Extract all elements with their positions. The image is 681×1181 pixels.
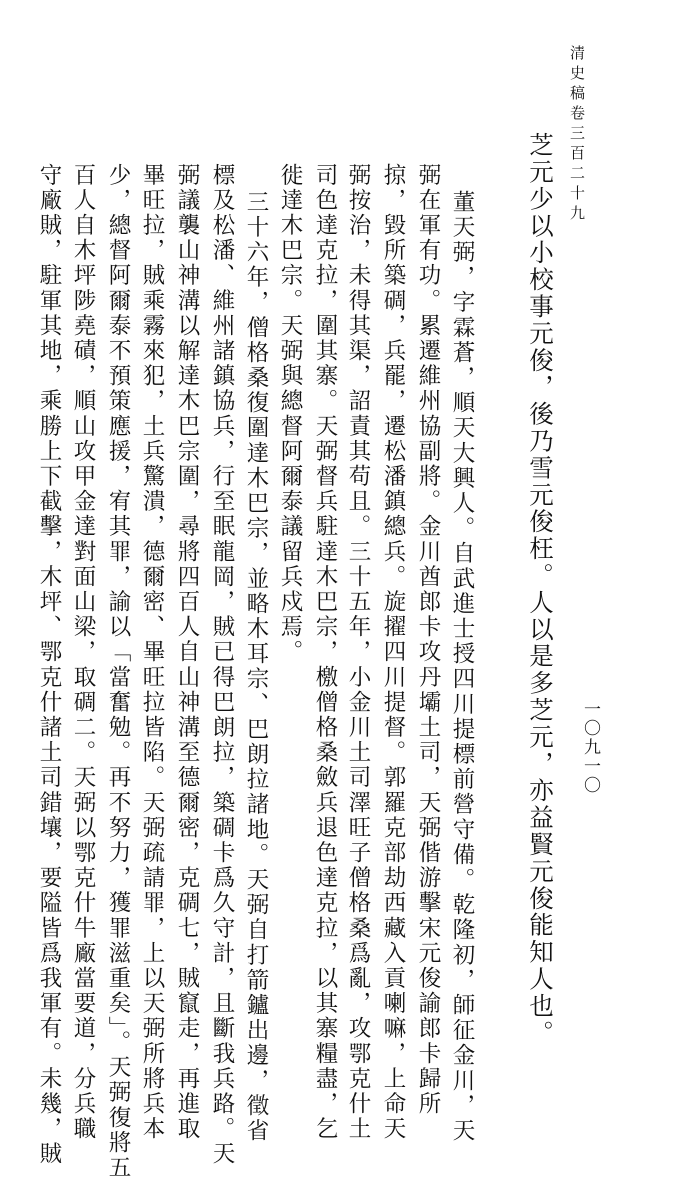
text-column: 弼按治，未得其渠，詔責其苟且。三十五年，小金川土司澤旺子僧格桑爲亂，攻鄂克什土 [345,163,371,1142]
text-column: 少，總督阿爾泰不預策應援，宥其罪，諭以「當奮勉。再不努力，獲罪滋重矣」。天弼復將五 [105,163,131,1181]
text-column: 標及松潘、維州諸鎮協兵，行至眠龍岡，賊已得巴朗拉，築碉卡爲久守計，且斷我兵路。天 [209,163,235,1167]
text-column: 弼議襲山神溝以解達木巴宗圍，尋將四百人自山神溝至德爾密，克碉七，賊竄走，再進取 [174,163,200,1142]
text-column: 徙達木巴宗。天弼與總督阿爾泰議留兵戍焉。 [277,163,303,665]
text-column: 芝元少以小校事元俊，後乃雪元俊枉。人以是多芝元，亦益賢元俊能知人也。 [526,132,555,1047]
text-column: 司色達克拉，圍其寨。天弼督兵駐達木巴宗，檄僧格桑斂兵退色達克拉，以其寨糧盡，乞 [312,163,338,1142]
page-number: 一〇九一〇 [580,700,600,795]
text-column: 掠，毀所築碉，兵罷，遷松潘鎮總兵。旋擢四川提督。郭羅克部劫西藏入貢喇嘛，上命天 [380,163,406,1142]
text-column: 百人自木坪陟堯磧，順山攻甲金達對面山梁，取碉二。天弼以鄂克什牛廠當要道，分兵職 [70,163,96,1142]
running-header: 清史稿卷三百二十九 [568,45,586,225]
text-column: 守廠賊，駐軍其地，乘勝上下截擊，木坪、鄂克什諸土司錯壤，要隘皆爲我軍有。未幾，賊 [36,163,62,1167]
text-column: 畢旺拉，賊乘霧來犯，土兵驚潰，德爾密、畢旺拉皆陷。天弼疏請罪，上以天弼所將兵本 [139,163,165,1142]
text-column: 弼在軍有功。累遷維州協副將。金川酋郎卡攻丹壩土司，天弼偕游擊宋元俊諭郎卡歸所 [415,163,441,1117]
text-column: 董天弼，字霖蒼，順天大興人。自武進士授四川提標前營守備。乾隆初，師征金川，天 [449,190,475,1144]
text-column: 三十六年，僧格桑復圍達木巴宗，並略木耳宗、巴朗拉諸地。天弼自打箭鑪出邊，徵省 [243,190,269,1144]
